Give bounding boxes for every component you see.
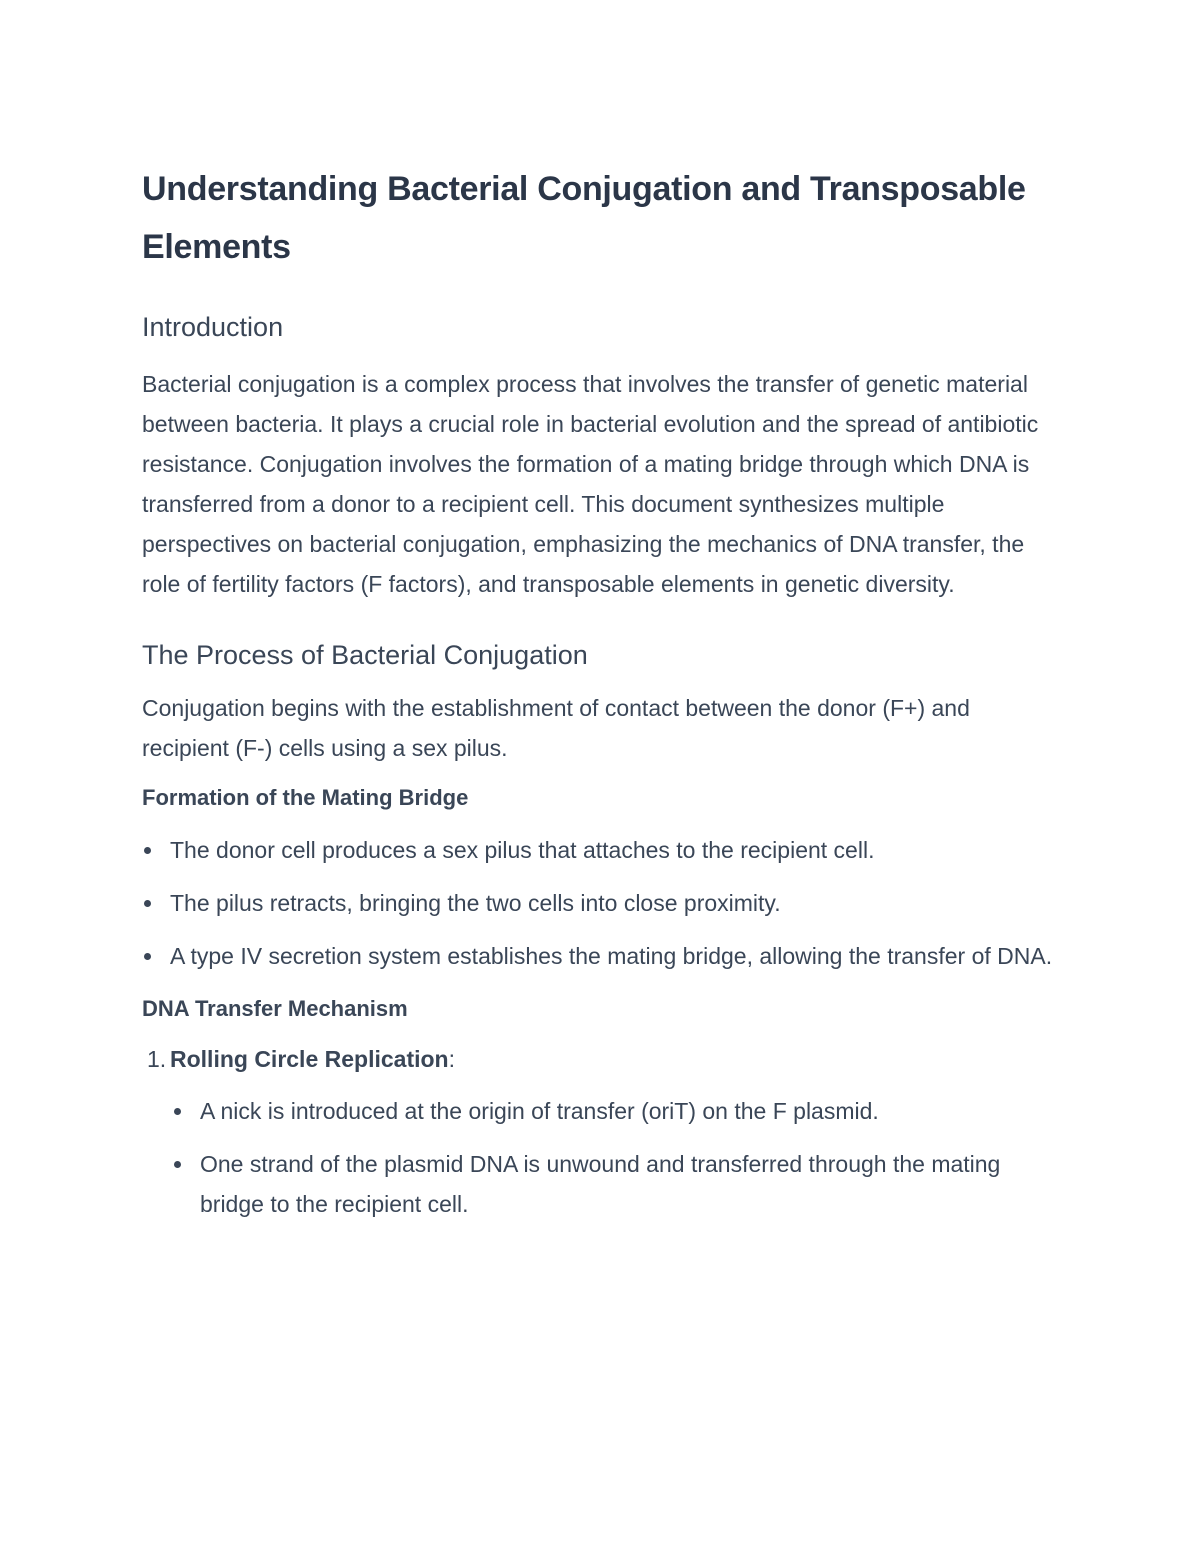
step-item — [142, 1039, 1062, 1224]
list-item — [142, 883, 1062, 923]
bullet-icon — [174, 1108, 181, 1115]
bullet-icon — [144, 847, 151, 854]
list-item — [142, 936, 1062, 976]
sub-list-item-text: One strand of the plasmid DNA is unwound and transferred through the mating bridge to the recipient cell. — [200, 1151, 1001, 1217]
process-heading: The Process of Bacterial Conjugation — [142, 640, 588, 670]
list-item — [142, 830, 1062, 870]
bullet-icon — [174, 1161, 181, 1168]
introduction-heading: Introduction — [142, 312, 284, 342]
dna-transfer-steps — [142, 1039, 1062, 1224]
sub-list-item — [170, 1144, 1062, 1224]
sub-list-item — [170, 1091, 1062, 1131]
bullet-icon — [144, 953, 151, 960]
step-number: 1. — [147, 1046, 167, 1072]
step-title: Rolling Circle Replication — [170, 1046, 449, 1072]
process-paragraph: Conjugation begins with the establishment of contact between the donor (F+) and recipient (F-) cells using a sex pilus. — [142, 695, 970, 761]
bullet-icon — [144, 900, 151, 907]
list-item-text: A type IV secretion system establishes the mating bridge, allowing the transfer of DNA. — [170, 943, 1053, 969]
formation-heading: Formation of the Mating Bridge — [142, 785, 469, 810]
document-title: Understanding Bacterial Conjugation and Transposable Elements — [142, 170, 1026, 266]
document-page — [142, 160, 1062, 1237]
step-sub-list — [170, 1091, 1062, 1224]
formation-list — [142, 830, 1062, 976]
list-item-text: The donor cell produces a sex pilus that attaches to the recipient cell. — [170, 837, 875, 863]
introduction-paragraph: Bacterial conjugation is a complex process that involves the transfer of genetic material between bacteria. It plays a crucial role in bacterial evolution and the spread of antibiotic resistance. Conjugation involves the formation of a mating bridge through which DNA is transferred from a donor to a recipient cell. This document synthesizes multiple perspectives on bacterial conjugation, emphasizing the mechanics of DNA transfer, the role of fertility factors (F factors), and transposable elements in genetic diversity. — [142, 371, 1039, 597]
dna-transfer-heading: DNA Transfer Mechanism — [142, 996, 408, 1021]
sub-list-item-text: A nick is introduced at the origin of transfer (oriT) on the F plasmid. — [200, 1098, 879, 1124]
step-title-suffix: : — [448, 1046, 455, 1072]
list-item-text: The pilus retracts, bringing the two cells into close proximity. — [170, 890, 781, 916]
